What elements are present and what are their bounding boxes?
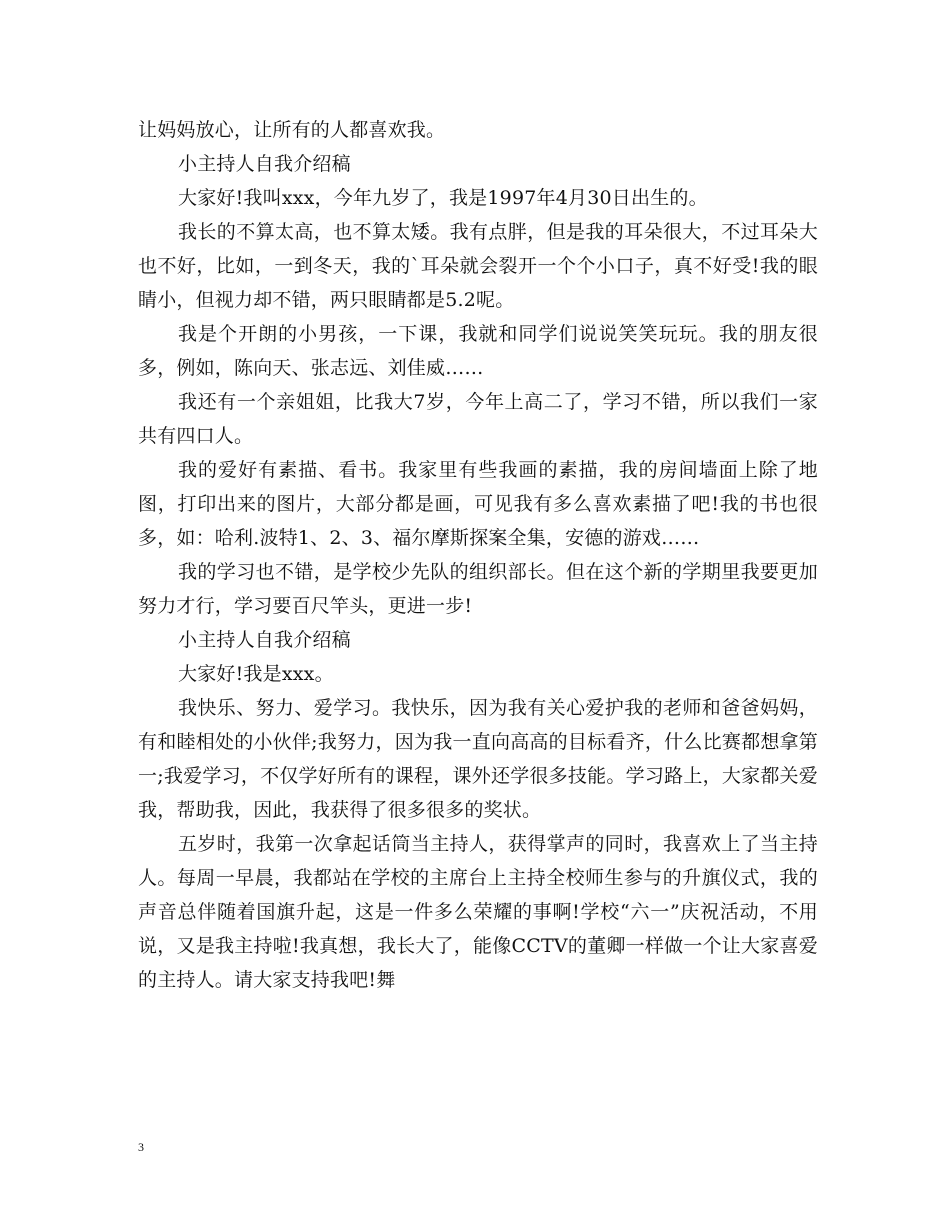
paragraph: 大家好!我是xxx。 xyxy=(178,663,334,685)
paragraph: 大家好!我叫xxx，今年九岁了，我是1997年4月30日出生的。 xyxy=(178,187,708,209)
paragraph: 我快乐、努力、爱学习。我快乐，因为我有关心爱护我的老师和爸爸妈妈，有和睦相处的小伙伴;我努力，因为我一直向高高的目标看齐，什么比赛都想拿第一;我爱学习，不仅学好所有的课程，课外还学很多技能。学习路上，大家都关爱我，帮助我，因此，我获得了很多很多的奖状。 xyxy=(138,697,818,821)
paragraph: 我是个开朗的小男孩，一下课，我就和同学们说说笑笑玩玩。我的朋友很多，例如，陈向天、张志远、刘佳威…… xyxy=(138,323,818,379)
page-number: 3 xyxy=(138,1140,144,1154)
paragraph: 我的爱好有素描、看书。我家里有些我画的素描，我的房间墙面上除了地图，打印出来的图片，大部分都是画，可见我有多么喜欢素描了吧!我的书也很多，如：哈利.波特1、2、3、福尔摩斯探案全集，安德的游戏…… xyxy=(138,459,818,549)
section-heading: 小主持人自我介绍稿 xyxy=(178,153,351,175)
paragraph-continuation: 让妈妈放心，让所有的人都喜欢我。 xyxy=(138,119,446,141)
paragraph: 五岁时，我第一次拿起话筒当主持人，获得掌声的同时，我喜欢上了当主持人。每周一早晨，我都站在学校的主席台上主持全校师生参与的升旗仪式，我的声音总伴随着国旗升起，这是一件多么荣耀的事啊!学校“六一”庆祝活动，不用说，又是我主持啦!我真想，我长大了，能像CCTV的董卿一样做一个让大家喜爱的主持人。请大家支持我吧!舞 xyxy=(138,833,818,991)
document-body xyxy=(138,113,818,997)
paragraph: 我还有一个亲姐姐，比我大7岁，今年上高二了，学习不错，所以我们一家共有四口人。 xyxy=(138,391,818,447)
paragraph: 我长的不算太高，也不算太矮。我有点胖，但是我的耳朵很大，不过耳朵大也不好，比如，一到冬天，我的`耳朵就会裂开一个个小口子，真不好受!我的眼睛小，但视力却不错，两只眼睛都是5.2呢。 xyxy=(138,221,818,311)
paragraph: 我的学习也不错，是学校少先队的组织部长。但在这个新的学期里我要更加努力才行，学习要百尺竿头，更进一步! xyxy=(138,561,818,617)
section-heading: 小主持人自我介绍稿 xyxy=(178,629,351,651)
